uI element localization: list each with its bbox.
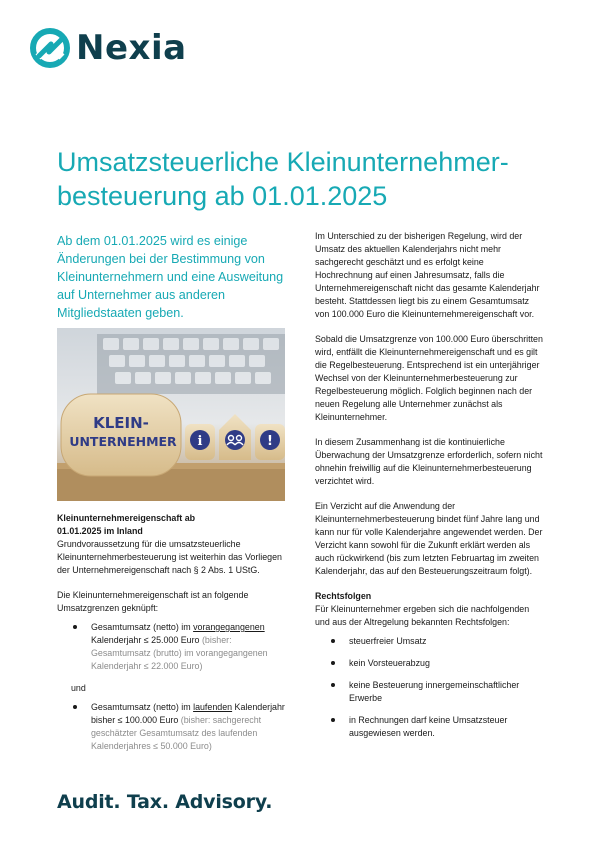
list-item: keine Besteuerung innergemeinschaftlicher Erwerbe [315, 679, 543, 705]
bullet2-text: Gesamtumsatz (netto) im [91, 702, 194, 712]
list-item [57, 621, 285, 673]
bullet2-text-post: Kalenderjahr bisher ≤ 100.000 Euro [91, 702, 285, 725]
page-title [57, 145, 557, 213]
paragraph-verzicht: Ein Verzicht auf die Anwendung der Kleinunternehmerbesteuerung bindet fünf Jahre lang und kann nur für volle Kalenderjahre angewendet werden. Der Verzicht kann sowohl für die Zukunft erklärt werden als auch rückwirkend (bis zum letzten Februartag im zweiten Kalenderjahr, das auf den Besteuerungszeitraum folgt). [315, 501, 543, 576]
paragraph-ueberwachung: In diesem Zusammenhang ist die kontinuierliche Überwachung der Umsatzgrenze erforderlich, sofern nicht ohnehin freiwillig auf die Kleinunternehmerbesteuerung verzichtet wird. [315, 437, 543, 486]
paragraph-grundvoraussetzung: Grundvoraussetzung für die umsatzsteuerliche Kleinunternehmerbesteuerung ist weiterhin das Vorliegen der Unternehmereigenschaft nach § 2 Abs. 1 UStG. [57, 539, 282, 575]
left-column [57, 512, 285, 762]
logo-wordmark: Nexia [76, 28, 187, 68]
paragraph-umsatzgrenze: Sobald die Umsatzgrenze von 100.000 Euro überschritten wird, entfällt die Kleinunternehmereigenschaft und es gilt die Regelbesteuerung. Entsprechend ist ein unterjähriger Wechsel von der Kleinunternehmerbesteuerung zur Regelbesteuerung möglich. Folglich beginnen nach der neuen Regelung alle Unternehmer zunächst als Kleinunternehmer. [315, 334, 543, 422]
footer-tagline: Audit. Tax. Advisory. [57, 791, 273, 813]
rechtsfolgen-list [315, 635, 543, 740]
bullet1-previous-rule: (bisher: Gesamtumsatz (brutto) im vorangegangenen Kalenderjahr ≤ 22.000 Euro) [91, 635, 268, 671]
page-title-line2: besteuerung ab 01.01.2025 [57, 181, 388, 211]
bullet1-text-post: Kalenderjahr ≤ 25.000 Euro [91, 635, 202, 645]
list-item [57, 701, 285, 753]
nexia-logo-icon [30, 28, 70, 68]
kleinunternehmer-photo [57, 328, 285, 501]
intro-text: Ab dem 01.01.2025 wird es einige Änderungen bei der Bestimmung von Kleinunternehmern und eine Ausweitung auf Unternehmer aus anderen Mitgliedstaaten geben. [57, 234, 284, 320]
block-label-line1: KLEIN- [93, 414, 149, 432]
bullet2-previous-rule: (bisher: sachgerecht geschätzter Gesamtumsatz des laufenden Kalenderjahres ≤ 50.000 Euro) [91, 715, 262, 751]
list-item: kein Vorsteuerabzug [315, 657, 543, 670]
bullet2-underlined: laufenden [193, 702, 233, 712]
bullet1-underlined: vorangegangenen [193, 622, 265, 632]
paragraph-unterschied: Im Unterschied zu der bisherigen Regelung, wird der Umsatz des aktuellen Kalenderjahrs nicht mehr sachgerecht geschätzt und es erfolgt keine Hochrechnung auf einen Jahresumsatz, falls die Unternehmereigenschaft nicht das gesamte Kalenderjahr besteht. Stattdessen liegt bis zu einem Gesamtumsatz von 100.000 Euro die Kleinunternehmereigenschaft vor. [315, 231, 540, 319]
info-icon: i [197, 434, 203, 449]
list-item: steuerfreier Umsatz [315, 635, 543, 648]
umsatzgrenzen-list-2 [57, 701, 285, 753]
umsatzgrenzen-list [57, 621, 285, 673]
nexia-logo [30, 28, 187, 68]
section-heading-inland-line1: Kleinunternehmereigenschaft ab [57, 513, 196, 523]
paragraph-rechtsfolgen: Für Kleinunternehmer ergeben sich die nachfolgenden und aus der Altregelung bekannten Rechtsfolgen: [315, 604, 530, 627]
exclamation-icon: ! [267, 434, 273, 449]
and-connector: und [71, 683, 86, 693]
section-heading-inland-line2: 01.01.2025 im Inland [57, 526, 143, 536]
section-heading-rechtsfolgen: Rechtsfolgen [315, 591, 372, 601]
bullet1-text: Gesamtumsatz (netto) im [91, 622, 194, 632]
section-heading-inland [57, 512, 285, 538]
block-label-line2: UNTERNEHMER [69, 434, 177, 449]
right-column [315, 230, 543, 749]
list-item: in Rechnungen darf keine Umsatzsteuer ausgewiesen werden. [315, 714, 543, 740]
page-title-line1: Umsatzsteuerliche Kleinunternehmer- [57, 147, 509, 177]
paragraph-umsatzgrenzen: Die Kleinunternehmereigenschaft ist an folgende Umsatzgrenzen geknüpft: [57, 590, 249, 613]
